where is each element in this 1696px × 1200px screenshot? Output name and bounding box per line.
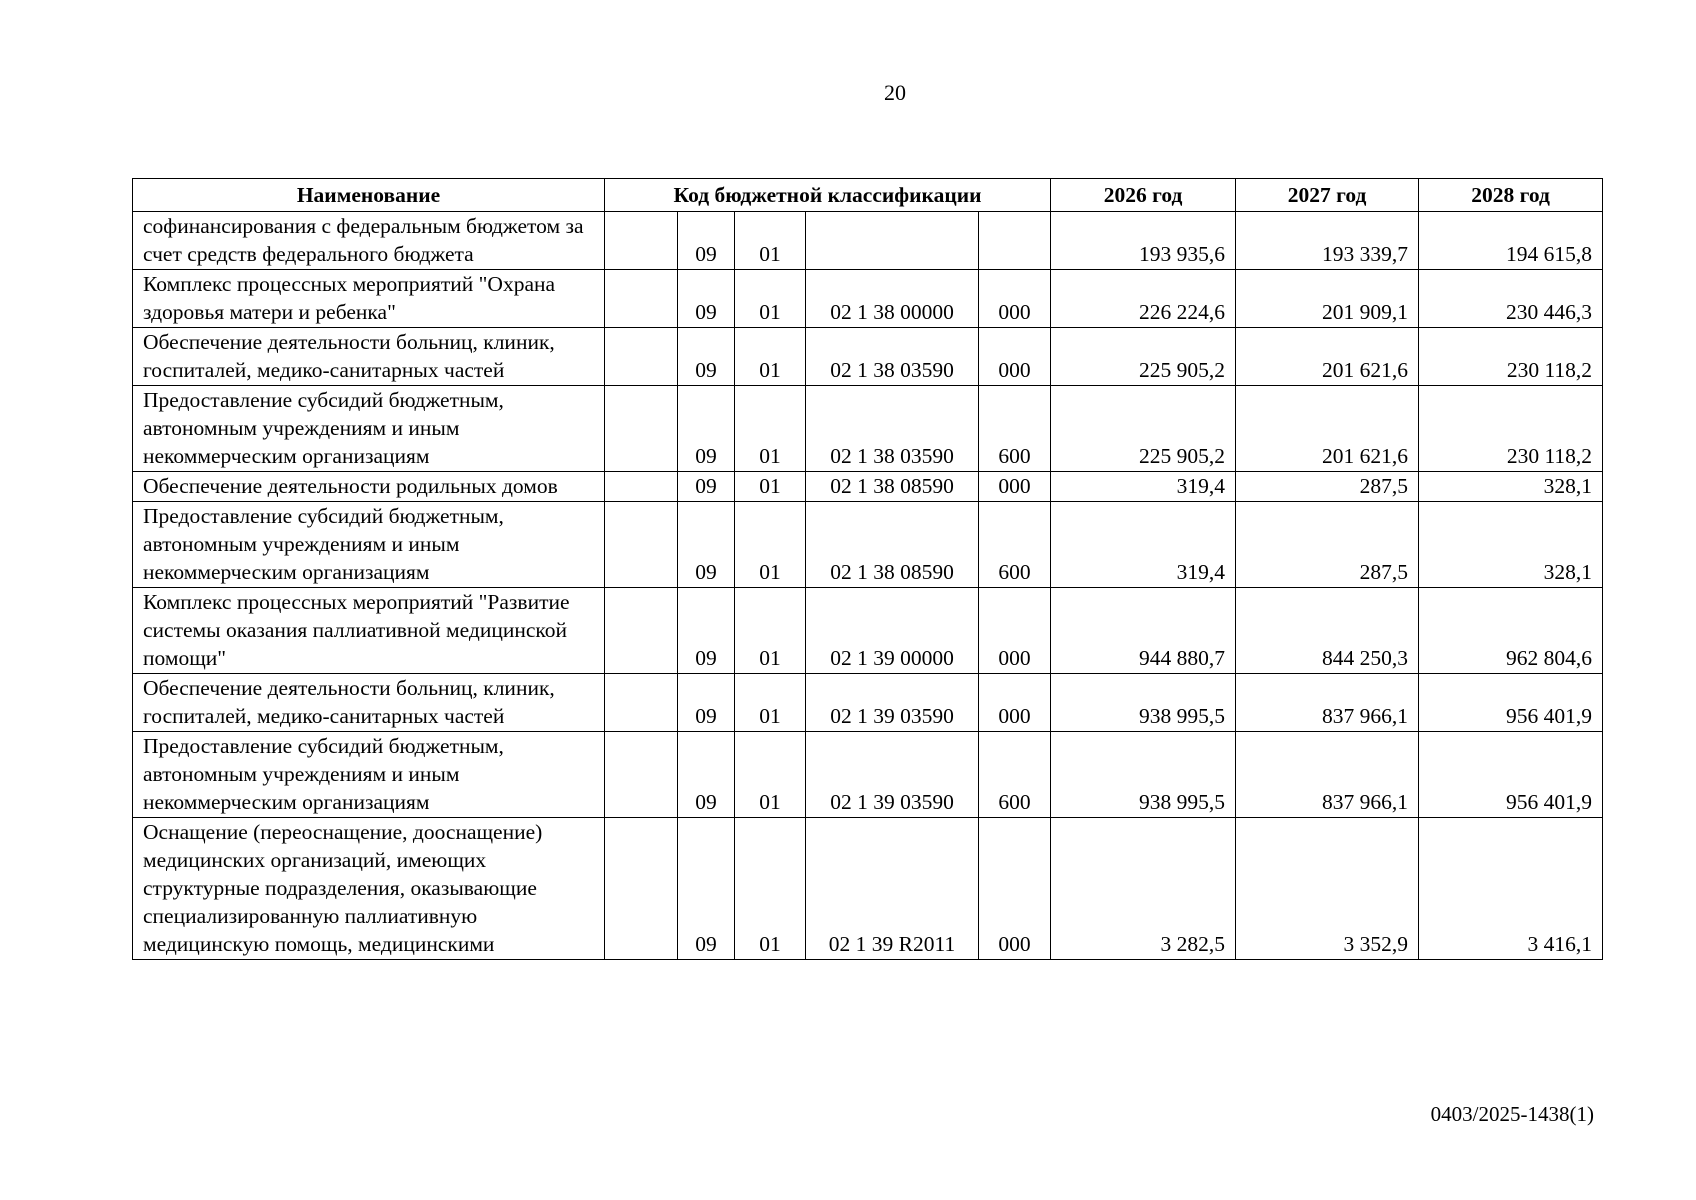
code-cell-empty — [605, 472, 678, 502]
code-expense-type: 000 — [979, 328, 1051, 386]
code-expense-type: 600 — [979, 386, 1051, 472]
code-subsection: 01 — [735, 502, 806, 588]
row-name: Комплекс процессных мероприятий "Охрана здоровья матери и ребенка" — [133, 270, 605, 328]
code-cell-empty — [605, 502, 678, 588]
row-name: Оснащение (переоснащение, дооснащение) медицинских организаций, имеющих структурные подразделения, оказывающие специализированную паллиативную медицинскую помощь, медицинскими — [133, 818, 605, 960]
code-cell-empty — [605, 328, 678, 386]
value-2028: 956 401,9 — [1419, 732, 1603, 818]
code-expense-type: 000 — [979, 818, 1051, 960]
table-row — [133, 328, 1603, 386]
code-section: 09 — [678, 270, 735, 328]
code-cell-empty — [605, 212, 678, 270]
table-row — [133, 588, 1603, 674]
value-2028: 230 446,3 — [1419, 270, 1603, 328]
budget-table — [132, 178, 1603, 960]
value-2026: 225 905,2 — [1051, 328, 1236, 386]
value-2026: 193 935,6 — [1051, 212, 1236, 270]
code-target-article: 02 1 38 00000 — [806, 270, 979, 328]
header-2028: 2028 год — [1419, 179, 1603, 212]
value-2028: 230 118,2 — [1419, 328, 1603, 386]
code-section: 09 — [678, 588, 735, 674]
code-expense-type: 000 — [979, 472, 1051, 502]
header-2026: 2026 год — [1051, 179, 1236, 212]
code-section: 09 — [678, 818, 735, 960]
code-target-article: 02 1 38 08590 — [806, 502, 979, 588]
value-2026: 226 224,6 — [1051, 270, 1236, 328]
document-id: 0403/2025-1438(1) — [1430, 1102, 1594, 1126]
code-target-article: 02 1 38 03590 — [806, 386, 979, 472]
value-2027: 193 339,7 — [1236, 212, 1419, 270]
code-subsection: 01 — [735, 732, 806, 818]
code-section: 09 — [678, 328, 735, 386]
table-row — [133, 212, 1603, 270]
code-cell-empty — [605, 386, 678, 472]
code-expense-type: 000 — [979, 588, 1051, 674]
page-number: 20 — [884, 80, 906, 105]
header-code: Код бюджетной классификации — [605, 179, 1051, 212]
code-section: 09 — [678, 674, 735, 732]
code-expense-type: 600 — [979, 732, 1051, 818]
value-2028: 230 118,2 — [1419, 386, 1603, 472]
value-2027: 837 966,1 — [1236, 674, 1419, 732]
value-2027: 201 621,6 — [1236, 386, 1419, 472]
code-target-article: 02 1 39 R2011 — [806, 818, 979, 960]
value-2028: 328,1 — [1419, 502, 1603, 588]
table-row — [133, 818, 1603, 960]
code-target-article: 02 1 39 03590 — [806, 674, 979, 732]
value-2027: 837 966,1 — [1236, 732, 1419, 818]
value-2027: 287,5 — [1236, 502, 1419, 588]
code-cell-empty — [605, 674, 678, 732]
code-subsection: 01 — [735, 674, 806, 732]
code-expense-type: 600 — [979, 502, 1051, 588]
table-row — [133, 386, 1603, 472]
value-2027: 844 250,3 — [1236, 588, 1419, 674]
table-header-row — [133, 179, 1603, 212]
code-section: 09 — [678, 212, 735, 270]
code-target-article: 02 1 39 00000 — [806, 588, 979, 674]
code-subsection: 01 — [735, 386, 806, 472]
value-2027: 3 352,9 — [1236, 818, 1419, 960]
value-2028: 194 615,8 — [1419, 212, 1603, 270]
value-2026: 938 995,5 — [1051, 674, 1236, 732]
code-subsection: 01 — [735, 472, 806, 502]
code-section: 09 — [678, 472, 735, 502]
value-2026: 319,4 — [1051, 502, 1236, 588]
value-2028: 962 804,6 — [1419, 588, 1603, 674]
value-2028: 3 416,1 — [1419, 818, 1603, 960]
code-target-article: 02 1 38 08590 — [806, 472, 979, 502]
code-section: 09 — [678, 502, 735, 588]
code-subsection: 01 — [735, 212, 806, 270]
header-2027: 2027 год — [1236, 179, 1419, 212]
value-2027: 201 621,6 — [1236, 328, 1419, 386]
value-2027: 201 909,1 — [1236, 270, 1419, 328]
row-name: Обеспечение деятельности родильных домов — [133, 472, 605, 502]
code-subsection: 01 — [735, 328, 806, 386]
value-2026: 944 880,7 — [1051, 588, 1236, 674]
code-expense-type — [979, 212, 1051, 270]
row-name: Предоставление субсидий бюджетным, автономным учреждениям и иным некоммерческим организациям — [133, 502, 605, 588]
value-2028: 956 401,9 — [1419, 674, 1603, 732]
row-name: софинансирования с федеральным бюджетом за счет средств федерального бюджета — [133, 212, 605, 270]
row-name: Предоставление субсидий бюджетным, автономным учреждениям и иным некоммерческим организациям — [133, 732, 605, 818]
value-2026: 319,4 — [1051, 472, 1236, 502]
code-target-article: 02 1 39 03590 — [806, 732, 979, 818]
value-2028: 328,1 — [1419, 472, 1603, 502]
row-name: Комплекс процессных мероприятий "Развитие системы оказания паллиативной медицинской помощи" — [133, 588, 605, 674]
code-section: 09 — [678, 386, 735, 472]
code-subsection: 01 — [735, 270, 806, 328]
row-name: Обеспечение деятельности больниц, клиник, госпиталей, медико-санитарных частей — [133, 674, 605, 732]
value-2026: 938 995,5 — [1051, 732, 1236, 818]
table-row — [133, 270, 1603, 328]
table-row — [133, 502, 1603, 588]
code-target-article — [806, 212, 979, 270]
value-2027: 287,5 — [1236, 472, 1419, 502]
code-expense-type: 000 — [979, 674, 1051, 732]
code-subsection: 01 — [735, 818, 806, 960]
code-target-article: 02 1 38 03590 — [806, 328, 979, 386]
code-cell-empty — [605, 270, 678, 328]
code-cell-empty — [605, 732, 678, 818]
table-row — [133, 472, 1603, 502]
value-2026: 225 905,2 — [1051, 386, 1236, 472]
table-row — [133, 674, 1603, 732]
code-section: 09 — [678, 732, 735, 818]
code-subsection: 01 — [735, 588, 806, 674]
table-row — [133, 732, 1603, 818]
code-cell-empty — [605, 588, 678, 674]
code-expense-type: 000 — [979, 270, 1051, 328]
row-name: Предоставление субсидий бюджетным, автономным учреждениям и иным некоммерческим организациям — [133, 386, 605, 472]
code-cell-empty — [605, 818, 678, 960]
header-name: Наименование — [133, 179, 605, 212]
value-2026: 3 282,5 — [1051, 818, 1236, 960]
row-name: Обеспечение деятельности больниц, клиник, госпиталей, медико-санитарных частей — [133, 328, 605, 386]
